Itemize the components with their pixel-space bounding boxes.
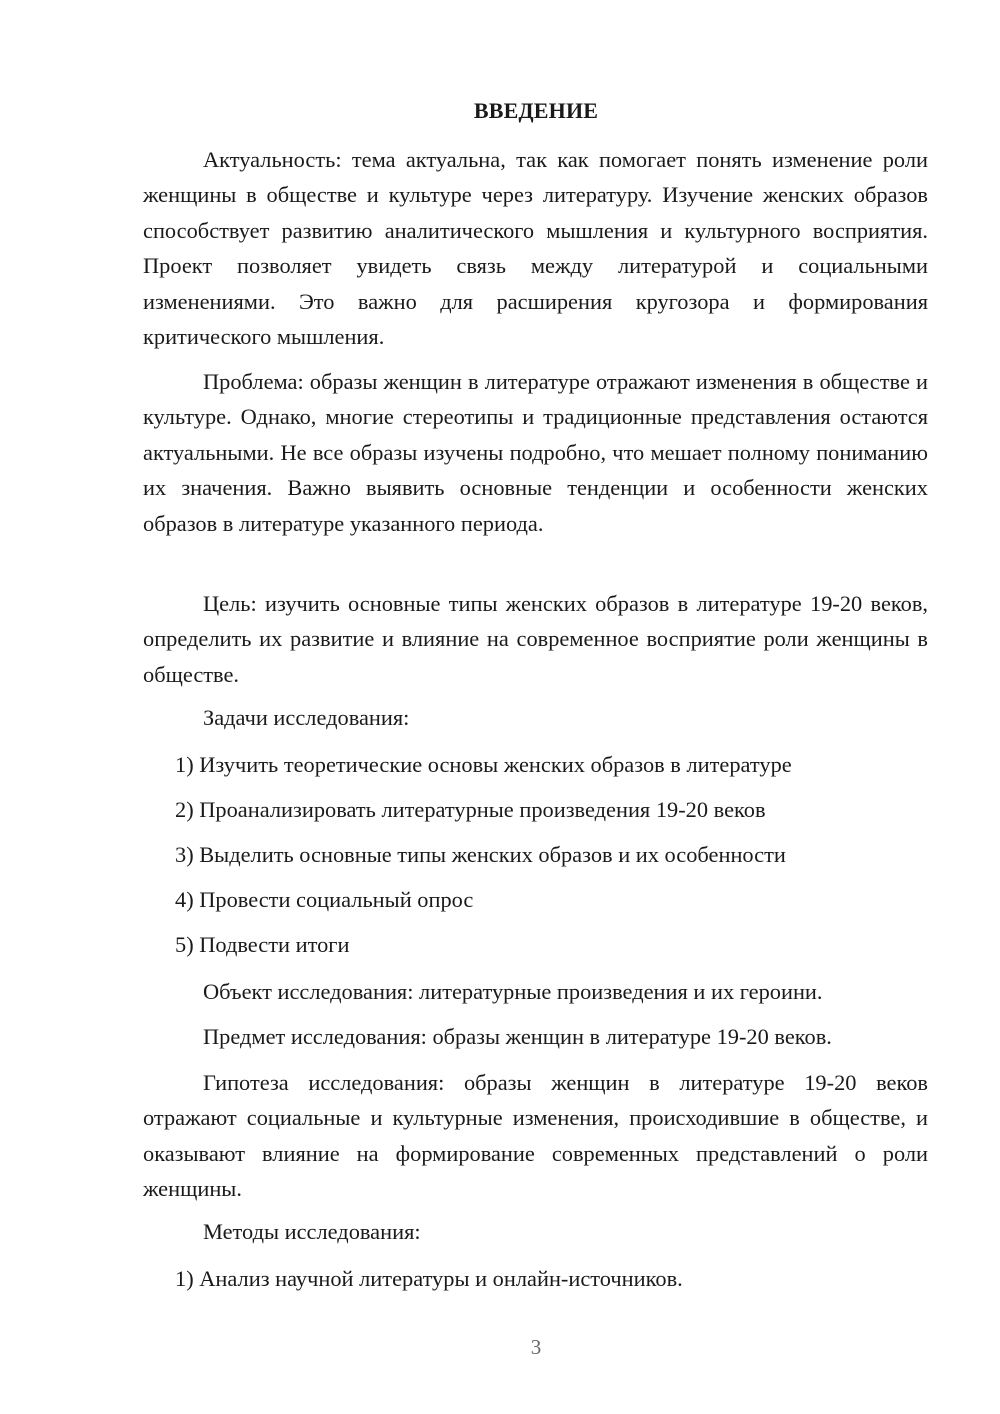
research-subject: Предмет исследования: образы женщин в литературе 19-20 веков. xyxy=(203,1024,832,1049)
research-object: Объект исследования: литературные произведения и их героини. xyxy=(203,979,823,1004)
task-item: 5) Подвести итоги xyxy=(175,932,350,957)
task-item: 3) Выделить основные типы женских образов и их особенности xyxy=(175,842,786,867)
page-title: ВВЕДЕНИЕ xyxy=(473,98,599,123)
task-item: 2) Проанализировать литературные произведения 19-20 веков xyxy=(175,797,766,822)
tasks-heading: Задачи исследования: xyxy=(203,705,410,730)
page-number: 3 xyxy=(530,1335,542,1359)
hypothesis-paragraph: Гипотеза исследования: образы женщин в литературе 19-20 веков отражают социальные и культурные изменения, происходившие в обществе, и оказывают влияние на формирование современных представлений о роли женщины. xyxy=(143,1070,928,1202)
methods-heading: Методы исследования: xyxy=(203,1219,421,1244)
relevance-paragraph: Актуальность: тема актуальна, так как помогает понять изменение роли женщины в обществе и культуре через литературу. Изучение женских образов способствует развитию аналитического мышления и культурного восприятия. Проект позволяет увидеть связь между литературой и социальными изменениями. Это важно для расширения кругозора и формирования критического мышления. xyxy=(143,147,928,350)
task-item: 1) Изучить теоретические основы женских образов в литературе xyxy=(175,752,792,777)
problem-paragraph: Проблема: образы женщин в литературе отражают изменения в обществе и культуре. Однако, многие стереотипы и традиционные представления остаются актуальными. Не все образы изучены подробно, что мешает полному пониманию их значения. Важно выявить основные тенденции и особенности женских образов в литературе указанного периода. xyxy=(143,369,928,536)
goal-paragraph: Цель: изучить основные типы женских образов в литературе 19-20 веков, определить их развитие и влияние на современное восприятие роли женщины в обществе. xyxy=(143,591,928,687)
task-item: 4) Провести социальный опрос xyxy=(175,887,474,912)
method-item: 1) Анализ научной литературы и онлайн-источников. xyxy=(175,1266,683,1291)
